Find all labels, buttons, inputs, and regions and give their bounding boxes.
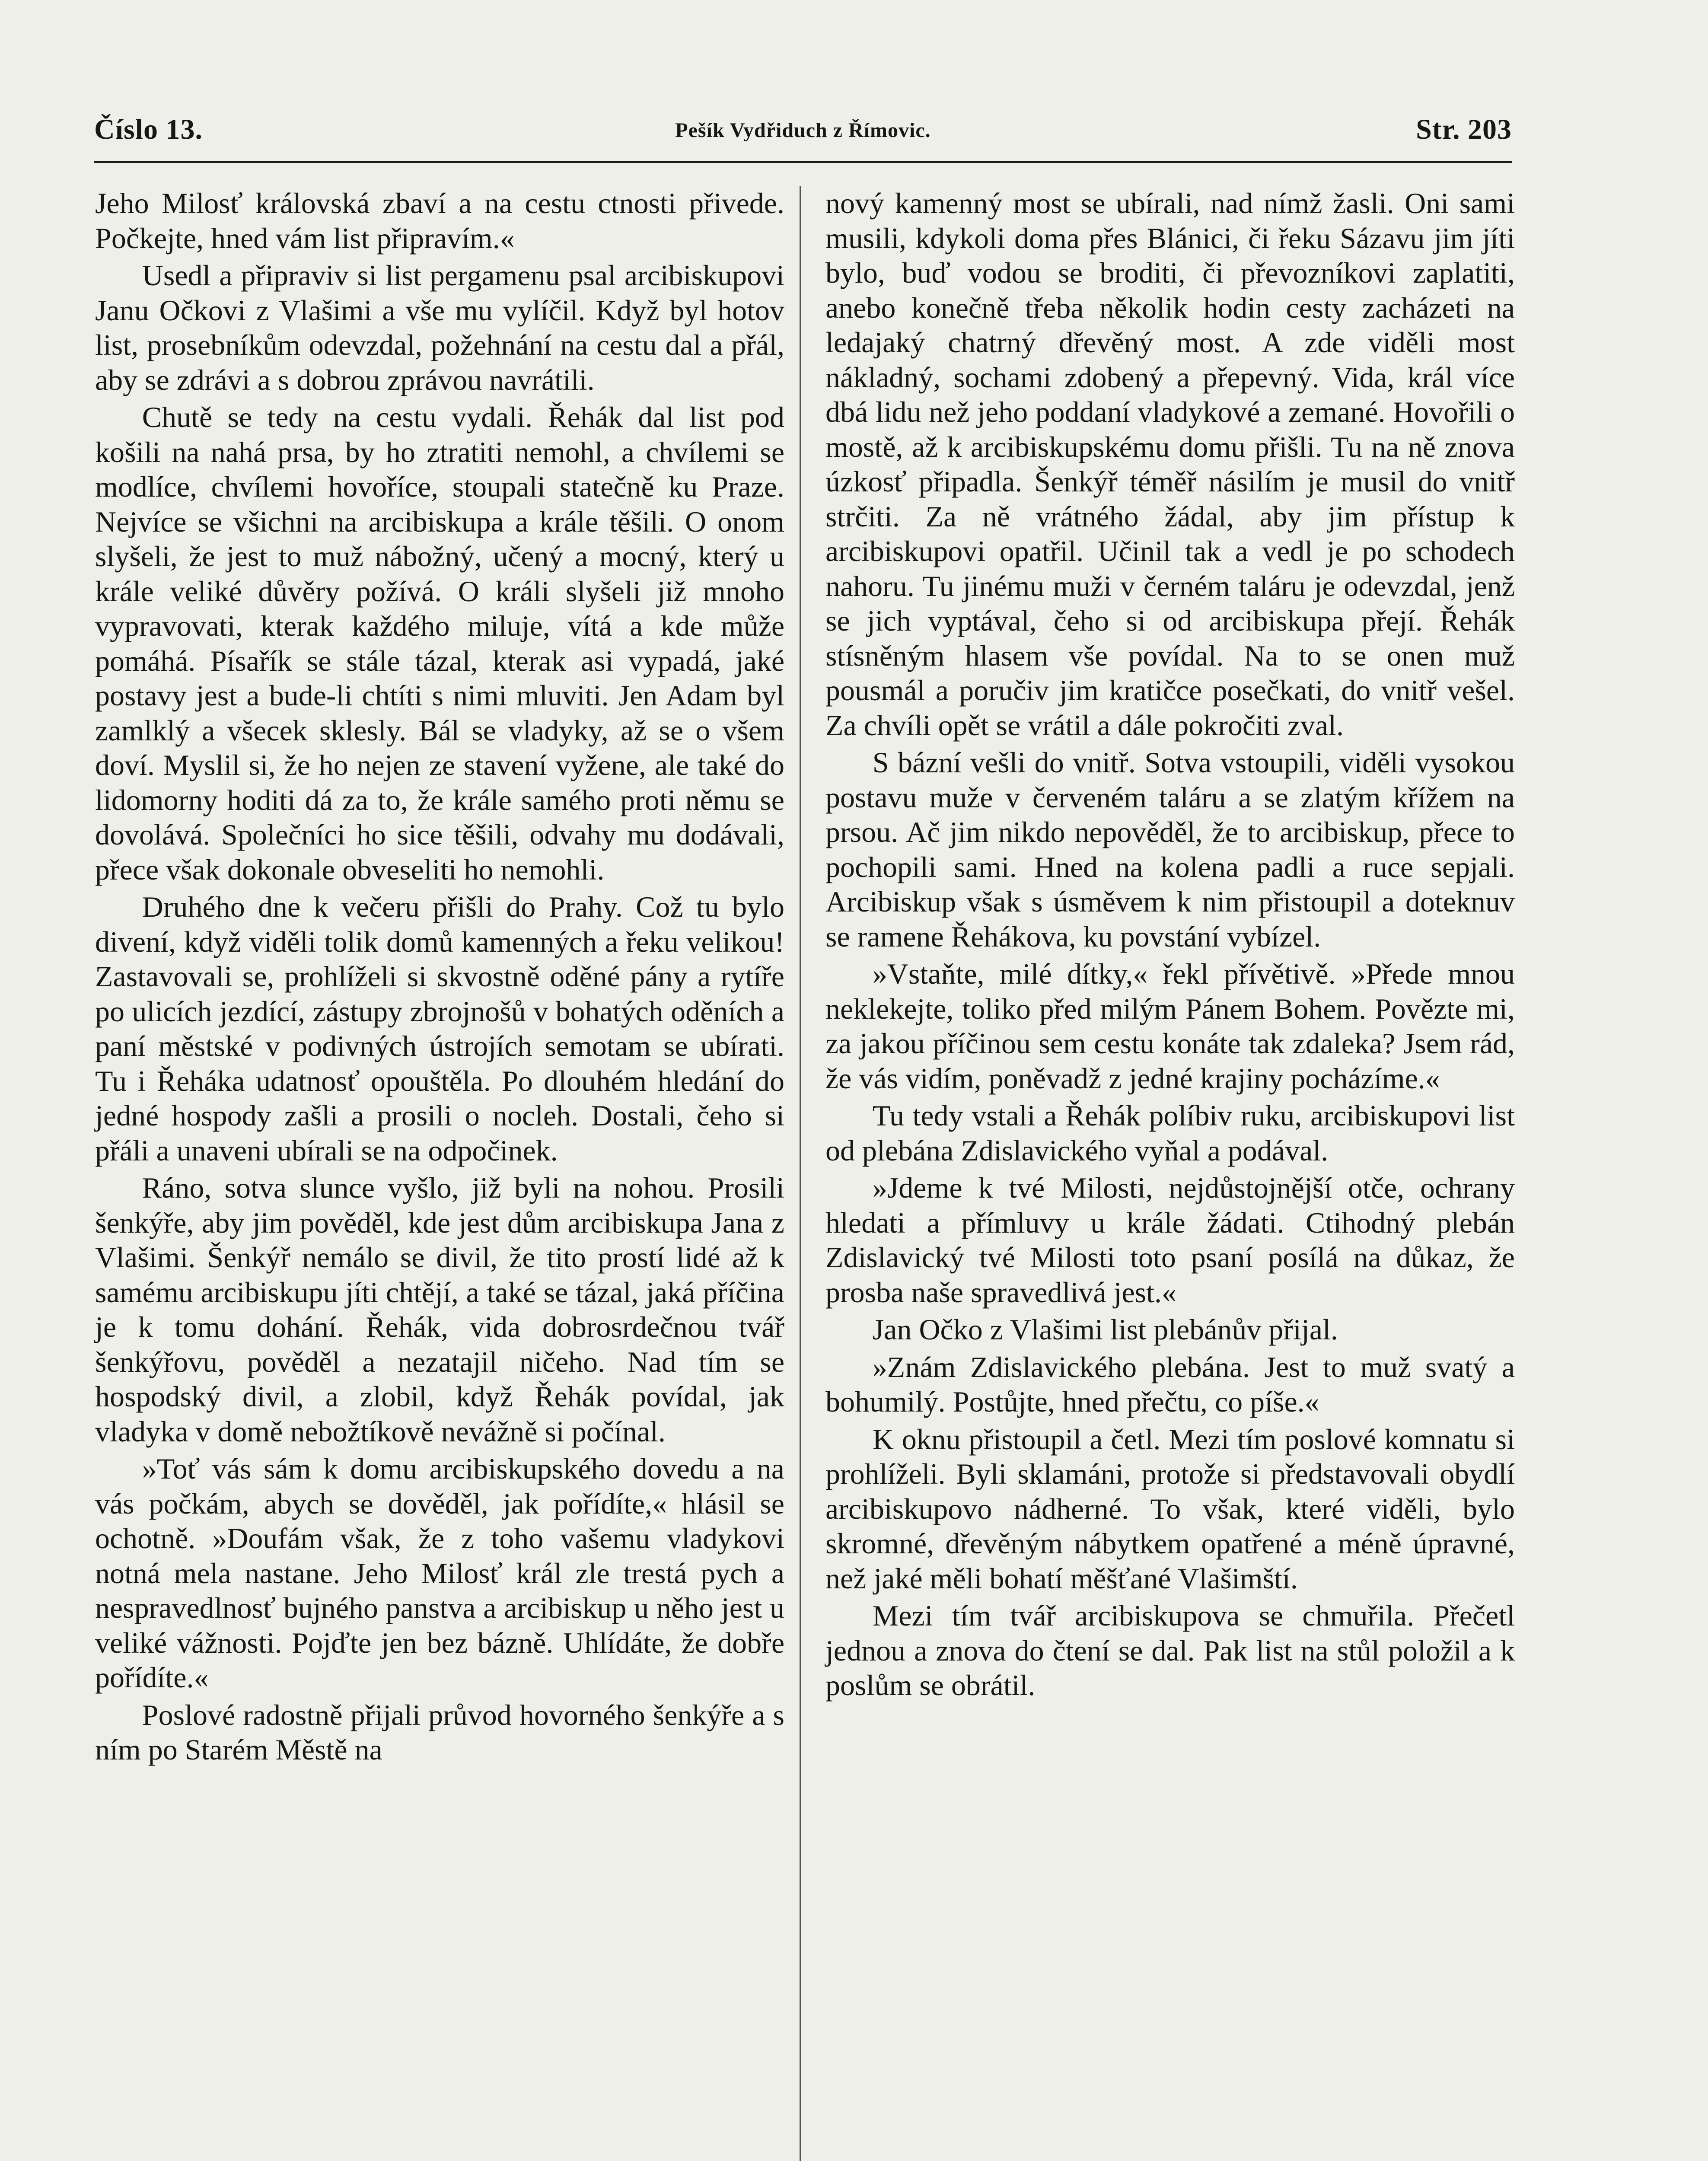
paragraph: Jan Očko z Vlašimi list plebánův přijal. — [872, 1313, 1338, 1346]
paragraph: Poslové radostně přijali průvod hovorného šenkýře a s ním po Starém Městě na — [95, 1698, 784, 1766]
paragraph: Tu tedy vstali a Řehák políbiv ruku, arcibiskupovi list od plebána Zdislavického vyňal a podával. — [825, 1099, 1515, 1167]
right-column — [825, 186, 1515, 1703]
paragraph: nový kamenný most se ubírali, nad nímž žasli. Oni sami musili, kdykoli doma přes Blánici, či řeku Sázavu jim jíti bylo, buď vodou se broditi, či převozníkovi zaplatiti, anebo konečně třeba několik hodin cesty zacházeti na ledajaký chatrný dřevěný most. A zde viděli most nákladný, sochami zdobený a přepevný. Vida, král více dbá lidu než jeho poddaní vladykové a zemané. Hovořili o mostě, až k arcibiskupskému domu přišli. Tu na ně znova úzkosť připadla. Šenkýř téměř násilím je musil do vnitř strčiti. Za ně vrátného žádal, aby jim přístup k arcibiskupovi opatřil. Učinil tak a vedl je po schodech nahoru. Tu jinému muži v černém taláru je odevzdal, jenž se jich vyptával, čeho si od arcibiskupa přejí. Řehák stísněným hlasem vše povídal. Na to se onen muž pousmál a poručiv jim kratičce posečkati, do vnitř vešel. Za chvíli opět se vrátil a dále pokročiti zval. — [825, 187, 1515, 742]
paragraph: Mezi tím tvář arcibiskupova se chmuřila. Přečetl jednou a znova do čtení se dal. Pak list na stůl položil a k poslům se obrátil. — [825, 1599, 1515, 1702]
running-title: Pešík Vydřiduch z Římovic. — [675, 119, 931, 142]
paragraph: Usedl a připraviv si list pergamenu psal arcibiskupovi Janu Očkovi z Vlašimi a vše mu vylíčil. Když byl hotov list, prosebníkům odevzdal, požehnání na cestu dal a přál, aby se zdrávi a s dobrou zprávou navrátili. — [95, 259, 784, 396]
paragraph: Ráno, sotva slunce vyšlo, již byli na nohou. Prosili šenkýře, aby jim pověděl, kde jest dům arcibiskupa Jana z Vlašimi. Šenkýř nemálo se divil, že tito prostí lidé až k samému arcibiskupu jíti chtějí, a také se tázal, jaká příčina je k tomu dohání. Řehák, vida dobrosrdečnou tvář šenkýřovu, pověděl a nezatajil ničeho. Nad tím se hospodský divil, a zlobil, když Řehák povídal, jak vladyka v domě nebožtíkově nevážně si počínal. — [95, 1171, 784, 1448]
page-number: Str. 203 — [1416, 114, 1512, 145]
paragraph: »Toť vás sám k domu arcibiskupského dovedu a na vás počkám, abych se dověděl, jak pořídíte,« hlásil se ochotně. »Doufám však, že z toho vašemu vladykovi notná mela nastane. Jeho Milosť král zle trestá pych a nespravedlnosť bujného panstva a arcibiskup u něho jest u veliké vážnosti. Pojďte jen bez bázně. Uhlídáte, že dobře pořídíte.« — [95, 1452, 784, 1694]
paragraph: »Vstaňte, milé dítky,« řekl přívětivě. »Přede mnou neklekejte, toliko před milým Pánem Bohem. Povězte mi, za jakou příčinou sem cestu konáte tak zdaleka? Jsem rád, že vás vidím, poněvadž z jedné krajiny pocházíme.« — [825, 957, 1515, 1095]
paragraph: Druhého dne k večeru přišli do Prahy. Což tu bylo divení, když viděli tolik domů kamenných a řeku velikou! Zastavovali se, prohlíželi si skvostně oděné pány a rytíře po ulicích jezdící, zástupy zbrojnošů v bohatých oděních a paní městské v podivných ústrojích semotam se ubírati. Tu i Řeháka udatnosť opouštěla. Po dlouhém hledání do jedné hospody zašli a prosili o nocleh. Dostali, čeho si přáli a unaveni ubírali se na odpočinek. — [95, 890, 784, 1167]
left-column — [95, 186, 784, 1767]
paragraph: Chutě se tedy na cestu vydali. Řehák dal list pod košili na nahá prsa, by ho ztratiti nemohl, a chvílemi se modlíce, chvílemi hovoříce, stoupali statečně ku Praze. Nejvíce se všichni na arcibiskupa a krále těšili. O onom slyšeli, že jest to muž nábožný, učený a mocný, který u krále veliké důvěry požívá. O králi slyšeli již mnoho vypravovati, kterak každého miluje, vítá a kde může pomáhá. Písařík se stále tázal, kterak asi vypadá, jaké postavy jest a bude-li chtíti s nimi mluviti. Jen Adam byl zamlklý a všecek sklesly. Bál se vladyky, až se o všem doví. Myslil si, že ho nejen ze stavení vyžene, ale také do lidomorny hoditi dá za to, že krále samého proti němu se dovolává. Společníci ho sice těšili, odvahy mu dodávali, přece však dokonale obveseliti ho nemohli. — [95, 401, 784, 886]
running-header — [94, 113, 1512, 163]
issue-number: Číslo 13. — [94, 114, 203, 145]
paragraph: S bázní vešli do vnitř. Sotva vstoupili, viděli vysokou postavu muže v červeném taláru a se zlatým křížem na prsou. Ač jim nikdo nepověděl, že to arcibiskup, přece to pochopili sami. Hned na kolena padli a ruce sepjali. Arcibiskup však s úsměvem k nim přistoupil a doteknuv se ramene Řehákova, ku povstání vybízel. — [825, 746, 1515, 953]
column-divider — [800, 186, 801, 2161]
paragraph: »Jdeme k tvé Milosti, nejdůstojnější otče, ochrany hledati a přímluvy u krále žádati. Ctihodný plebán Zdislavický tvé Milosti toto psaní posílá na důkaz, že prosba naše spravedlivá jest.« — [825, 1171, 1515, 1309]
paragraph: Jeho Milosť královská zbaví a na cestu ctnosti přivede. Počkejte, hned vám list připravím.« — [95, 187, 784, 255]
paragraph: K oknu přistoupil a četl. Mezi tím poslové komnatu si prohlíželi. Byli sklamáni, protože si představovali obydlí arcibiskupovo nádherné. To však, které viděli, bylo skromné, dřevěným nábytkem opatřené a méně úpravné, než jaké měli bohatí měšťané Vlašimští. — [825, 1422, 1515, 1595]
paragraph: »Znám Zdislavického plebána. Jest to muž svatý a bohumilý. Postůjte, hned přečtu, co píše.« — [825, 1350, 1515, 1418]
